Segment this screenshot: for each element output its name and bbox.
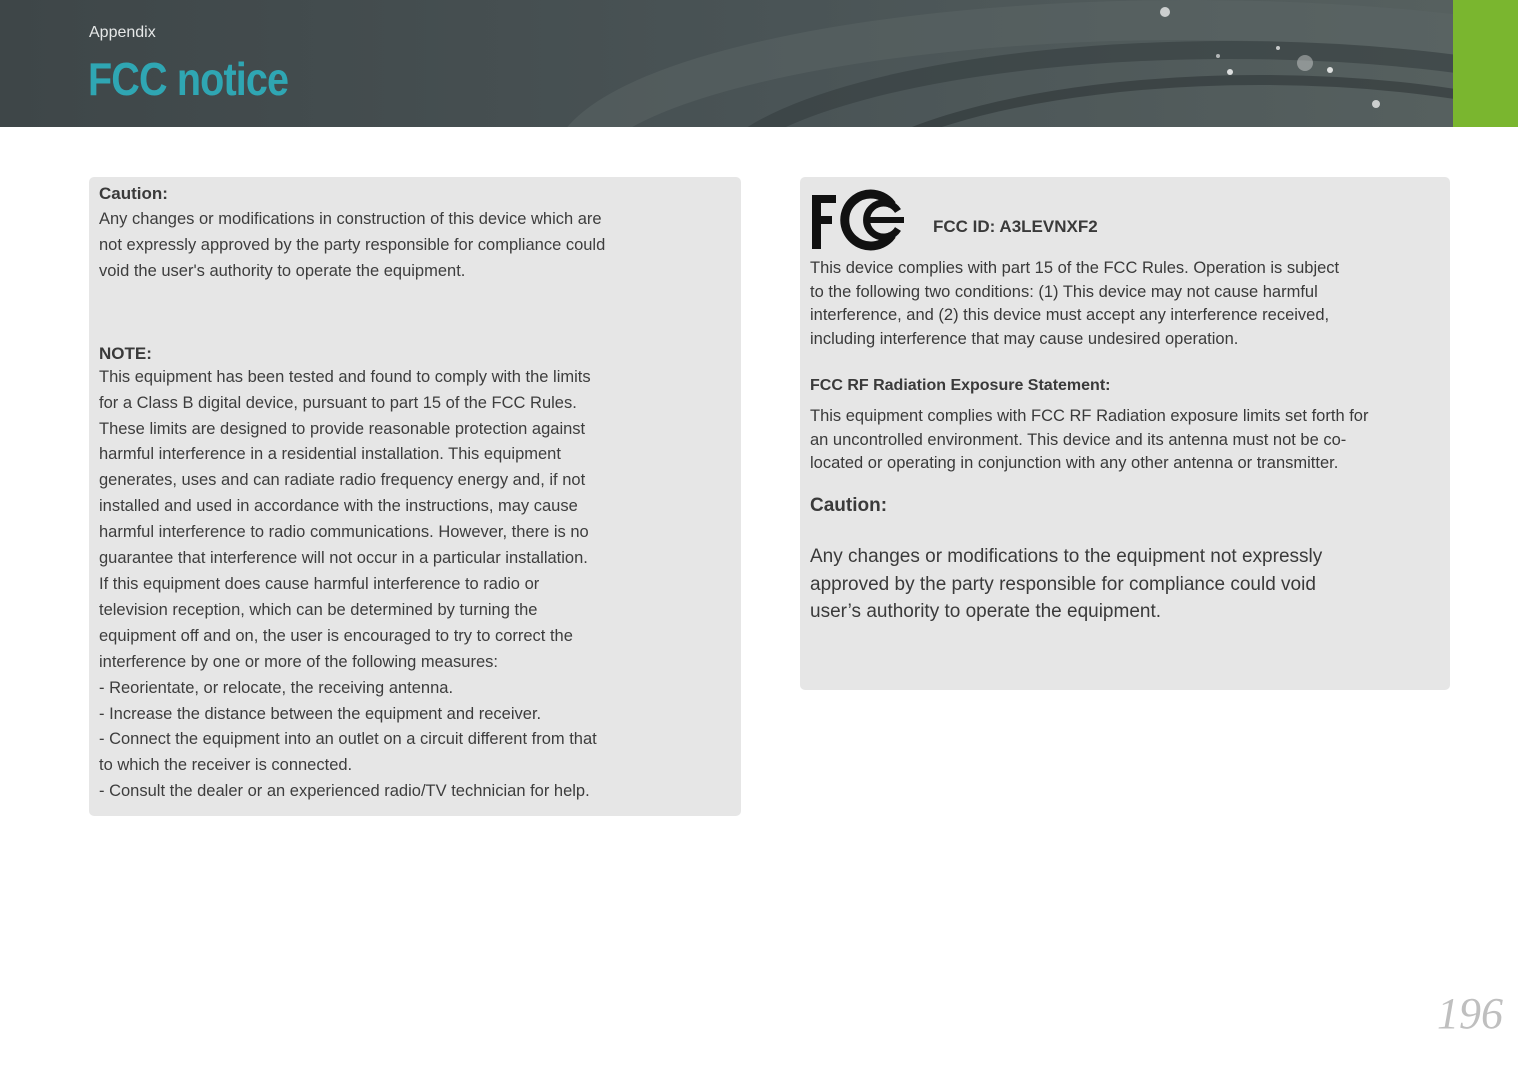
caution-heading: Caution: (99, 184, 168, 203)
fcc-notice-panel-left (89, 177, 741, 816)
rf-exposure-heading: FCC RF Radiation Exposure Statement: (810, 377, 1111, 394)
caution-body-right: Any changes or modifications to the equipment not expressly approved by the party responsible for compliance could void user’s authority to operate the equipment. (810, 546, 1323, 622)
compliance-text: This device complies with part 15 of the FCC Rules. Operation is subject to the following two conditions: (1) This device may not cause harmful interference, and (2) this device must accept any interference received, including interference that may cause undesired operation. (810, 259, 1340, 348)
caution-heading-right: Caution: (810, 495, 888, 516)
page-title: FCC notice (88, 53, 289, 105)
rf-exposure-text: This equipment complies with FCC RF Radiation exposure limits set forth for an uncontrolled environment. This device and its antenna must not be co- located or operating in conjunction with any other antenna or transmitter. (810, 407, 1369, 472)
fcc-notice-panel-right (800, 177, 1450, 690)
note-body: This equipment has been tested and found to comply with the limits for a Class B digital device, pursuant to part 15 of the FCC Rules. These limits are designed to provide reasonable protection against harmful interference in a residential installation. This equipment generates, uses and can radiate radio frequency energy and, if not installed and used in accordance with the instructions, may cause harmful interference to radio communications. However, there is no guarantee that interference will not occur in a particular installation. If this equipment does cause harmful interference to radio or television reception, which can be determined by turning the equipment off and on, the user is encouraged to try to correct the interference by one or more of the following measures: - Reorientate, or relocate, the receiving antenna. - Increase the distance between the equipment and receiver. - Connect the equipment into an outlet on a circuit different from that to which the receiver is connected. - Consult the dealer or an experienced radio/TV technician for help. (99, 367, 597, 801)
page-number: 196 (1437, 989, 1503, 1038)
section-accent-tab (1453, 0, 1518, 127)
caution-body: Any changes or modifications in construction of this device which are not expressly approved by the party responsible for compliance could void the user's authority to operate the equipment. (99, 210, 606, 280)
note-heading: NOTE: (99, 343, 152, 363)
fcc-logo-icon (810, 189, 906, 251)
fcc-id: FCC ID: A3LEVNXF2 (933, 217, 1098, 236)
section-label: Appendix (89, 24, 156, 41)
